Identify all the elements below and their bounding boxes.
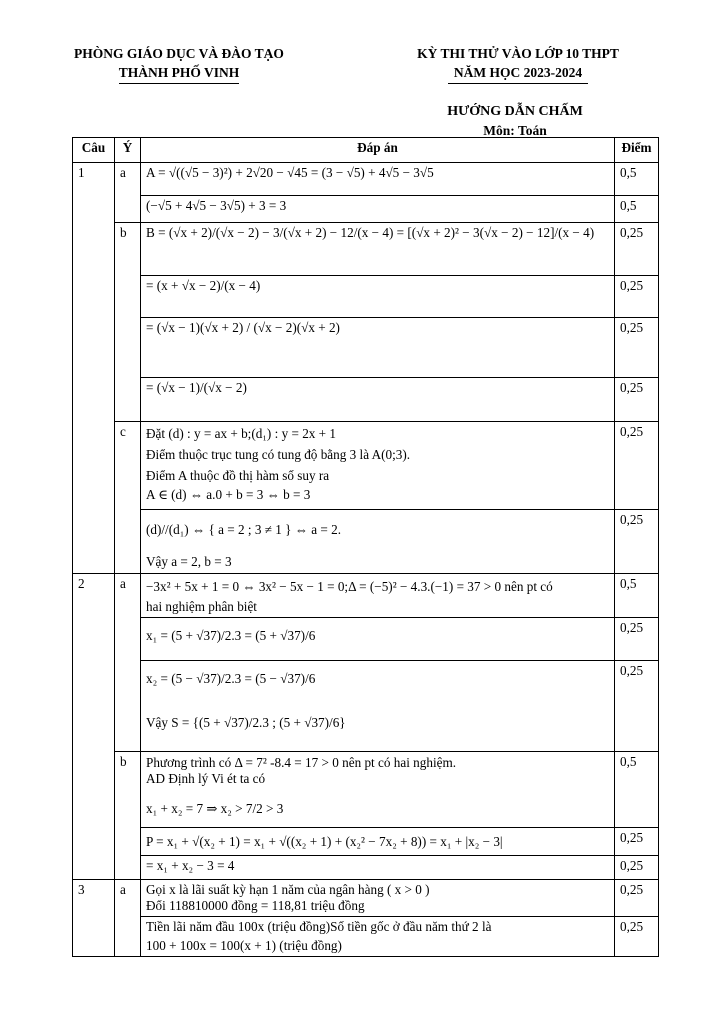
header-right	[378, 44, 658, 84]
answer-cell	[141, 661, 615, 752]
question-number: 1	[73, 163, 115, 574]
answer-line: Đổi 118810000 đồng = 118,81 triệu đồng	[146, 898, 365, 913]
answer-line: Gọi x là lãi suất kỳ hạn 1 năm của ngân hàng ( x > 0 )	[146, 882, 430, 897]
table-row	[73, 510, 659, 574]
part-label: a	[115, 163, 141, 223]
score-cell: 0,25	[615, 378, 659, 422]
score-cell: 0,25	[615, 510, 659, 574]
table-row	[73, 828, 659, 856]
answer-cell: = (√x − 1)(√x + 2) / (√x − 2)(√x + 2)	[141, 318, 615, 378]
answer-line: 100 + 100x = 100(x + 1) (triệu đồng)	[146, 938, 342, 953]
answer-line: Phương trình có Δ = 7² -8.4 = 17 > 0 nên pt có hai nghiệm.	[146, 755, 457, 770]
answer-cell: A = √((√5 − 3)²) + 2√20 − √45 = (3 − √5) + 4√5 − 3√5	[141, 163, 615, 196]
answer-line: (d)//(d₁) ⇔ { a = 2 ; 3 ≠ 1 } ⇔ a = 2.	[146, 522, 342, 537]
table-row	[73, 276, 659, 318]
table-header-row	[73, 138, 659, 163]
answer-cell: = (x + √x − 2)/(x − 4)	[141, 276, 615, 318]
table-row	[73, 880, 659, 917]
answer-table	[72, 137, 659, 957]
table-row	[73, 223, 659, 276]
table-row	[73, 163, 659, 196]
part-label: b	[115, 223, 141, 422]
answer-cell: (−√5 + 4√5 − 3√5) + 3 = 3	[141, 196, 615, 223]
answer-cell: B = (√x + 2)/(√x − 2) − 3/(√x + 2) − 12/(x − 4) = [(√x + 2)² − 3(√x − 2) − 12]/(x − 4)	[141, 223, 615, 276]
answer-cell	[141, 574, 615, 618]
city-name: THÀNH PHỐ VINH	[119, 63, 240, 84]
answer-cell: x₁ = (5 + √37)/2.3 = (5 + √37)/6	[141, 618, 615, 661]
answer-line: AD Định lý Vi ét ta có	[146, 771, 266, 786]
answer-line: Điểm A thuộc đồ thị hàm số suy ra	[146, 468, 330, 483]
table-row	[73, 318, 659, 378]
table-row	[73, 917, 659, 957]
score-cell: 0,25	[615, 318, 659, 378]
table-row	[73, 618, 659, 661]
score-cell: 0,25	[615, 618, 659, 661]
score-cell: 0,25	[615, 828, 659, 856]
question-number: 2	[73, 574, 115, 880]
col-header-diem: Điểm	[615, 138, 659, 163]
subject-label: Môn: Toán	[483, 123, 547, 138]
part-label: c	[115, 422, 141, 574]
department-name: PHÒNG GIÁO DỤC VÀ ĐÀO TẠO	[74, 46, 284, 61]
table-row	[73, 378, 659, 422]
answer-cell	[141, 422, 615, 510]
answer-line: x₁ + x₂ = 7 ⇒ x₂ > 7/2 > 3	[146, 801, 284, 816]
score-cell: 0,25	[615, 422, 659, 510]
guide-block	[420, 102, 610, 140]
guide-title: HƯỚNG DẪN CHẤM	[447, 104, 583, 119]
answer-cell	[141, 510, 615, 574]
answer-cell: P = x₁ + √(x₂ + 1) = x₁ + √((x₂ + 1) + (x₂² − 7x₂ + 8)) = x₁ + |x₂ − 3|	[141, 828, 615, 856]
table-row	[73, 422, 659, 510]
score-cell: 0,25	[615, 856, 659, 880]
score-cell: 0,25	[615, 917, 659, 957]
part-label: a	[115, 880, 141, 957]
score-cell: 0,5	[615, 163, 659, 196]
answer-line: x₂ = (5 − √37)/2.3 = (5 − √37)/6	[146, 671, 316, 686]
answer-line: hai nghiệm phân biệt	[146, 599, 257, 614]
col-header-dap-an: Đáp án	[141, 138, 615, 163]
part-label: a	[115, 574, 141, 752]
answer-cell	[141, 752, 615, 828]
table-row	[73, 661, 659, 752]
answer-line: Đặt (d) : y = ax + b;(d₁) : y = 2x + 1	[146, 426, 337, 441]
table-row	[73, 752, 659, 828]
score-cell: 0,25	[615, 276, 659, 318]
exam-title: KỲ THI THỬ VÀO LỚP 10 THPT	[417, 46, 619, 61]
table-row	[73, 574, 659, 618]
answer-line: A ∈ (d) ⇔ a.0 + b = 3 ⇔ b = 3	[146, 487, 311, 502]
answer-line: Vậy S = {(5 + √37)/2.3 ; (5 + √37)/6}	[146, 715, 346, 730]
answer-line: −3x² + 5x + 1 = 0 ⇔ 3x² − 5x − 1 = 0;Δ = (−5)² − 4.3.(−1) = 37 > 0 nên pt có	[146, 579, 553, 594]
header-left	[50, 44, 308, 84]
answer-cell: = x₁ + x₂ − 3 = 4	[141, 856, 615, 880]
score-cell: 0,25	[615, 880, 659, 917]
answer-line: Tiền lãi năm đầu 100x (triệu đồng)Số tiền gốc ở đầu năm thứ 2 là	[146, 919, 492, 934]
col-header-y: Ý	[115, 138, 141, 163]
score-cell: 0,25	[615, 661, 659, 752]
part-label: b	[115, 752, 141, 880]
answer-line: Điểm thuộc trục tung có tung độ bằng 3 là A(0;3).	[146, 447, 411, 462]
score-cell: 0,5	[615, 752, 659, 828]
score-cell: 0,5	[615, 574, 659, 618]
table-row	[73, 196, 659, 223]
answer-cell: = (√x − 1)/(√x − 2)	[141, 378, 615, 422]
table-row	[73, 856, 659, 880]
answer-cell	[141, 917, 615, 957]
score-cell: 0,25	[615, 223, 659, 276]
school-year: NĂM HỌC 2023-2024	[448, 63, 588, 84]
score-cell: 0,5	[615, 196, 659, 223]
answer-line: Vậy a = 2, b = 3	[146, 554, 232, 569]
question-number: 3	[73, 880, 115, 957]
answer-cell	[141, 880, 615, 917]
col-header-cau: Câu	[73, 138, 115, 163]
